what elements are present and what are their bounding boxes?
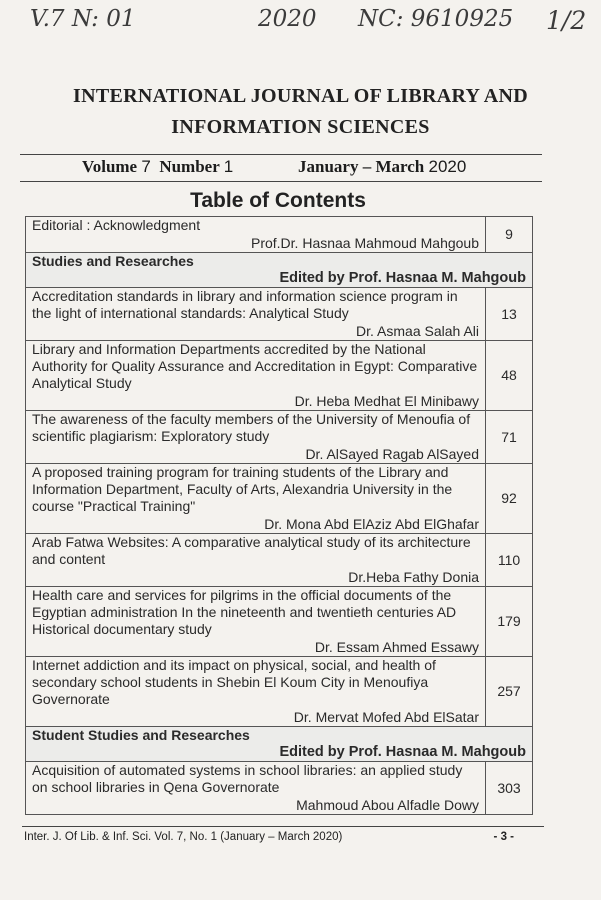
article-author: Mahmoud Abou Alfadle Dowy — [296, 797, 479, 813]
header-top-rule — [20, 154, 542, 155]
article-author: Prof.Dr. Hasnaa Mahmoud Mahgoub — [250, 235, 479, 251]
article-page-number: 257 — [486, 657, 533, 727]
toc-entry-cell — [26, 341, 486, 411]
footer-page-number: - 3 - — [493, 831, 514, 843]
toc-entry-row — [26, 657, 533, 727]
toc-entry-cell — [26, 288, 486, 341]
journal-title-line-1: INTERNATIONAL JOURNAL OF LIBRARY AND — [73, 85, 528, 107]
article-author: Dr. Mona Abd ElAziz Abd ElGhafar — [264, 516, 479, 532]
toc-entry-row — [26, 288, 533, 341]
section-editor: Edited by Prof. Hasnaa M. Mahgoub — [279, 270, 526, 286]
issue-period — [298, 157, 466, 177]
article-author: Dr. Heba Medhat El Minibawy — [294, 393, 479, 409]
article-title: Accreditation standards in library and information science program in the light of international standards: Analytical Study — [32, 288, 458, 321]
article-title: Arab Fatwa Websites: A comparative analytical study of its architecture and content — [32, 534, 471, 567]
article-page-number: 13 — [486, 288, 533, 341]
article-title: A proposed training program for training students of the Library and Information Department, Faculty of Arts, Alexandria University in the course "Practical Training" — [32, 464, 453, 514]
toc-heading: Table of Contents — [190, 189, 366, 212]
article-author: Dr. AlSayed Ragab AlSayed — [305, 446, 479, 462]
section-title: Student Studies and Researches — [32, 727, 250, 743]
article-title: Editorial : Acknowledgment — [32, 217, 201, 233]
toc-entry-row — [26, 762, 533, 815]
footer-citation: Inter. J. Of Lib. & Inf. Sci. Vol. 7, No. 1 (January – March 2020) — [24, 831, 343, 843]
toc-entry-cell — [26, 464, 486, 534]
toc-entry-row — [26, 464, 533, 534]
toc-section-cell — [26, 253, 533, 288]
article-author: Dr. Mervat Mofed Abd ElSatar — [293, 709, 479, 725]
article-author: Dr. Asmaa Salah Ali — [356, 323, 479, 339]
toc-section-row — [26, 727, 533, 762]
toc-entry-row — [26, 217, 533, 253]
article-page-number: 9 — [486, 217, 533, 253]
handwritten-fraction-note: 1/2 — [546, 6, 587, 35]
article-page-number: 48 — [486, 341, 533, 411]
article-page-number: 92 — [486, 464, 533, 534]
toc-entry-cell — [26, 534, 486, 587]
period-months: January – March — [298, 157, 425, 176]
article-title: The awareness of the faculty members of the University of Menoufia of scientific plagiarism: Exploratory study — [32, 411, 471, 444]
toc-entry-row — [26, 534, 533, 587]
volume-label: Volume — [82, 157, 138, 176]
toc-entry-cell — [26, 587, 486, 657]
article-title: Health care and services for pilgrims in the official documents of the Egyptian administration In the nineteenth and twentieth centuries AD Historical documentary study — [32, 587, 457, 637]
article-author: Dr.Heba Fathy Donia — [348, 569, 479, 585]
handwritten-volume-note: V.7 N: 01 — [30, 6, 136, 32]
issue-number: 1 — [223, 157, 234, 176]
article-author: Dr. Essam Ahmed Essawy — [314, 639, 479, 655]
toc-entry-cell — [26, 217, 486, 253]
article-page-number: 110 — [486, 534, 533, 587]
footer-rule — [22, 826, 544, 827]
article-page-number: 71 — [486, 411, 533, 464]
section-editor: Edited by Prof. Hasnaa M. Mahgoub — [279, 744, 526, 760]
toc-section-cell — [26, 727, 533, 762]
section-title: Studies and Researches — [32, 253, 194, 269]
number-label: Number — [159, 157, 220, 176]
article-page-number: 179 — [486, 587, 533, 657]
toc-table — [25, 216, 533, 815]
toc-entry-row — [26, 341, 533, 411]
journal-title-line-2: INFORMATION SCIENCES — [171, 116, 430, 138]
toc-entry-cell — [26, 411, 486, 464]
toc-entry-cell — [26, 657, 486, 727]
toc-entry-row — [26, 587, 533, 657]
volume-number: 7 — [141, 157, 151, 176]
period-year: 2020 — [428, 157, 467, 176]
article-title: Acquisition of automated systems in school libraries: an applied study on school libraries in Qena Governorate — [32, 762, 463, 795]
article-title: Library and Information Departments accredited by the National Authority for Quality Assurance and Accreditation in Egypt: Comparative Analytical Study — [32, 341, 478, 391]
toc-entry-cell — [26, 762, 486, 815]
handwritten-year-note: 2020 — [258, 6, 317, 32]
toc-section-row — [26, 253, 533, 288]
toc-entry-row — [26, 411, 533, 464]
article-title: Internet addiction and its impact on physical, social, and health of secondary school students in Shebin El Koum City in Menoufiya Governorate — [32, 657, 436, 707]
toc-body — [26, 217, 533, 815]
article-page-number: 303 — [486, 762, 533, 815]
volume-number-label — [82, 157, 233, 177]
handwritten-call-number-note: NC: 9610925 — [358, 6, 514, 32]
header-bottom-rule — [20, 181, 542, 182]
